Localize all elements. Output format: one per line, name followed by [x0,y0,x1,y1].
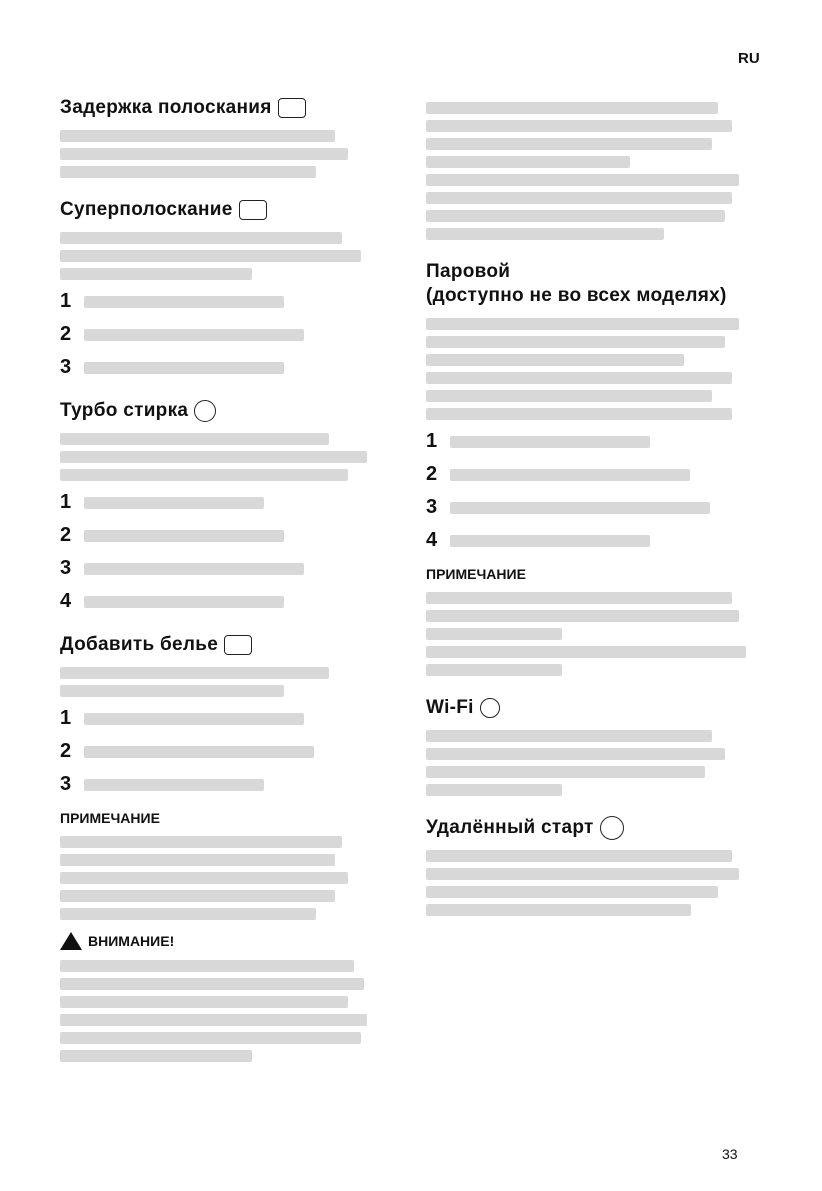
paragraph-placeholder [426,850,766,916]
section-wifi [426,696,766,796]
section-title [60,198,380,222]
section-steam [426,260,766,676]
section-remote-start [426,816,766,916]
section-title-line1: Паровой [426,261,511,282]
section-turbo-wash [60,399,380,613]
note-placeholder [426,592,766,676]
left-column [60,96,380,1068]
section-title-text: Wi-Fi [426,697,474,718]
rinse-hold-icon [278,98,306,118]
section-add-laundry [60,633,380,1062]
warning-title [60,932,380,950]
section-title-text: Задержка полоскания [60,97,272,118]
language-label: RU [738,50,760,67]
paragraph-placeholder [426,318,766,420]
paragraph-placeholder [426,730,766,796]
section-title [60,633,380,657]
warning-title-text: ВНИМАНИЕ! [88,933,175,949]
steps-placeholder: 1 2 3 [60,290,380,379]
warning-icon [60,932,82,950]
steps-placeholder: 1 2 3 4 [426,430,766,552]
intro-placeholder [426,102,766,240]
add-laundry-icon [224,635,252,655]
page-number: 33 [722,1146,738,1162]
turbo-wash-icon [194,400,216,422]
section-title-line2: (доступно не во всех моделях) [426,285,727,306]
section-title [60,399,380,423]
paragraph-placeholder [60,433,380,481]
section-title-text: Удалённый старт [426,817,594,838]
wifi-icon [480,698,500,718]
warning-placeholder [60,960,380,1062]
section-title-text: Добавить белье [60,634,219,655]
section-super-rinse [60,198,380,379]
section-title [426,696,766,720]
steps-placeholder: 1 2 3 4 [60,491,380,613]
paragraph-placeholder [60,130,380,178]
note-title: ПРИМЕЧАНИЕ [60,810,160,826]
section-title-text: Суперполоскание [60,199,233,220]
section-title [426,816,766,840]
right-column [426,96,766,922]
steps-placeholder: 1 2 3 [60,707,380,796]
section-title-text: Турбо стирка [60,400,189,421]
remote-start-icon [600,816,624,840]
note-title: ПРИМЕЧАНИЕ [426,566,526,582]
super-rinse-icon [239,200,267,220]
paragraph-placeholder [60,232,380,280]
paragraph-placeholder [60,667,380,697]
note-placeholder [60,836,380,920]
section-rinse-delay [60,96,380,178]
section-title [60,96,380,120]
